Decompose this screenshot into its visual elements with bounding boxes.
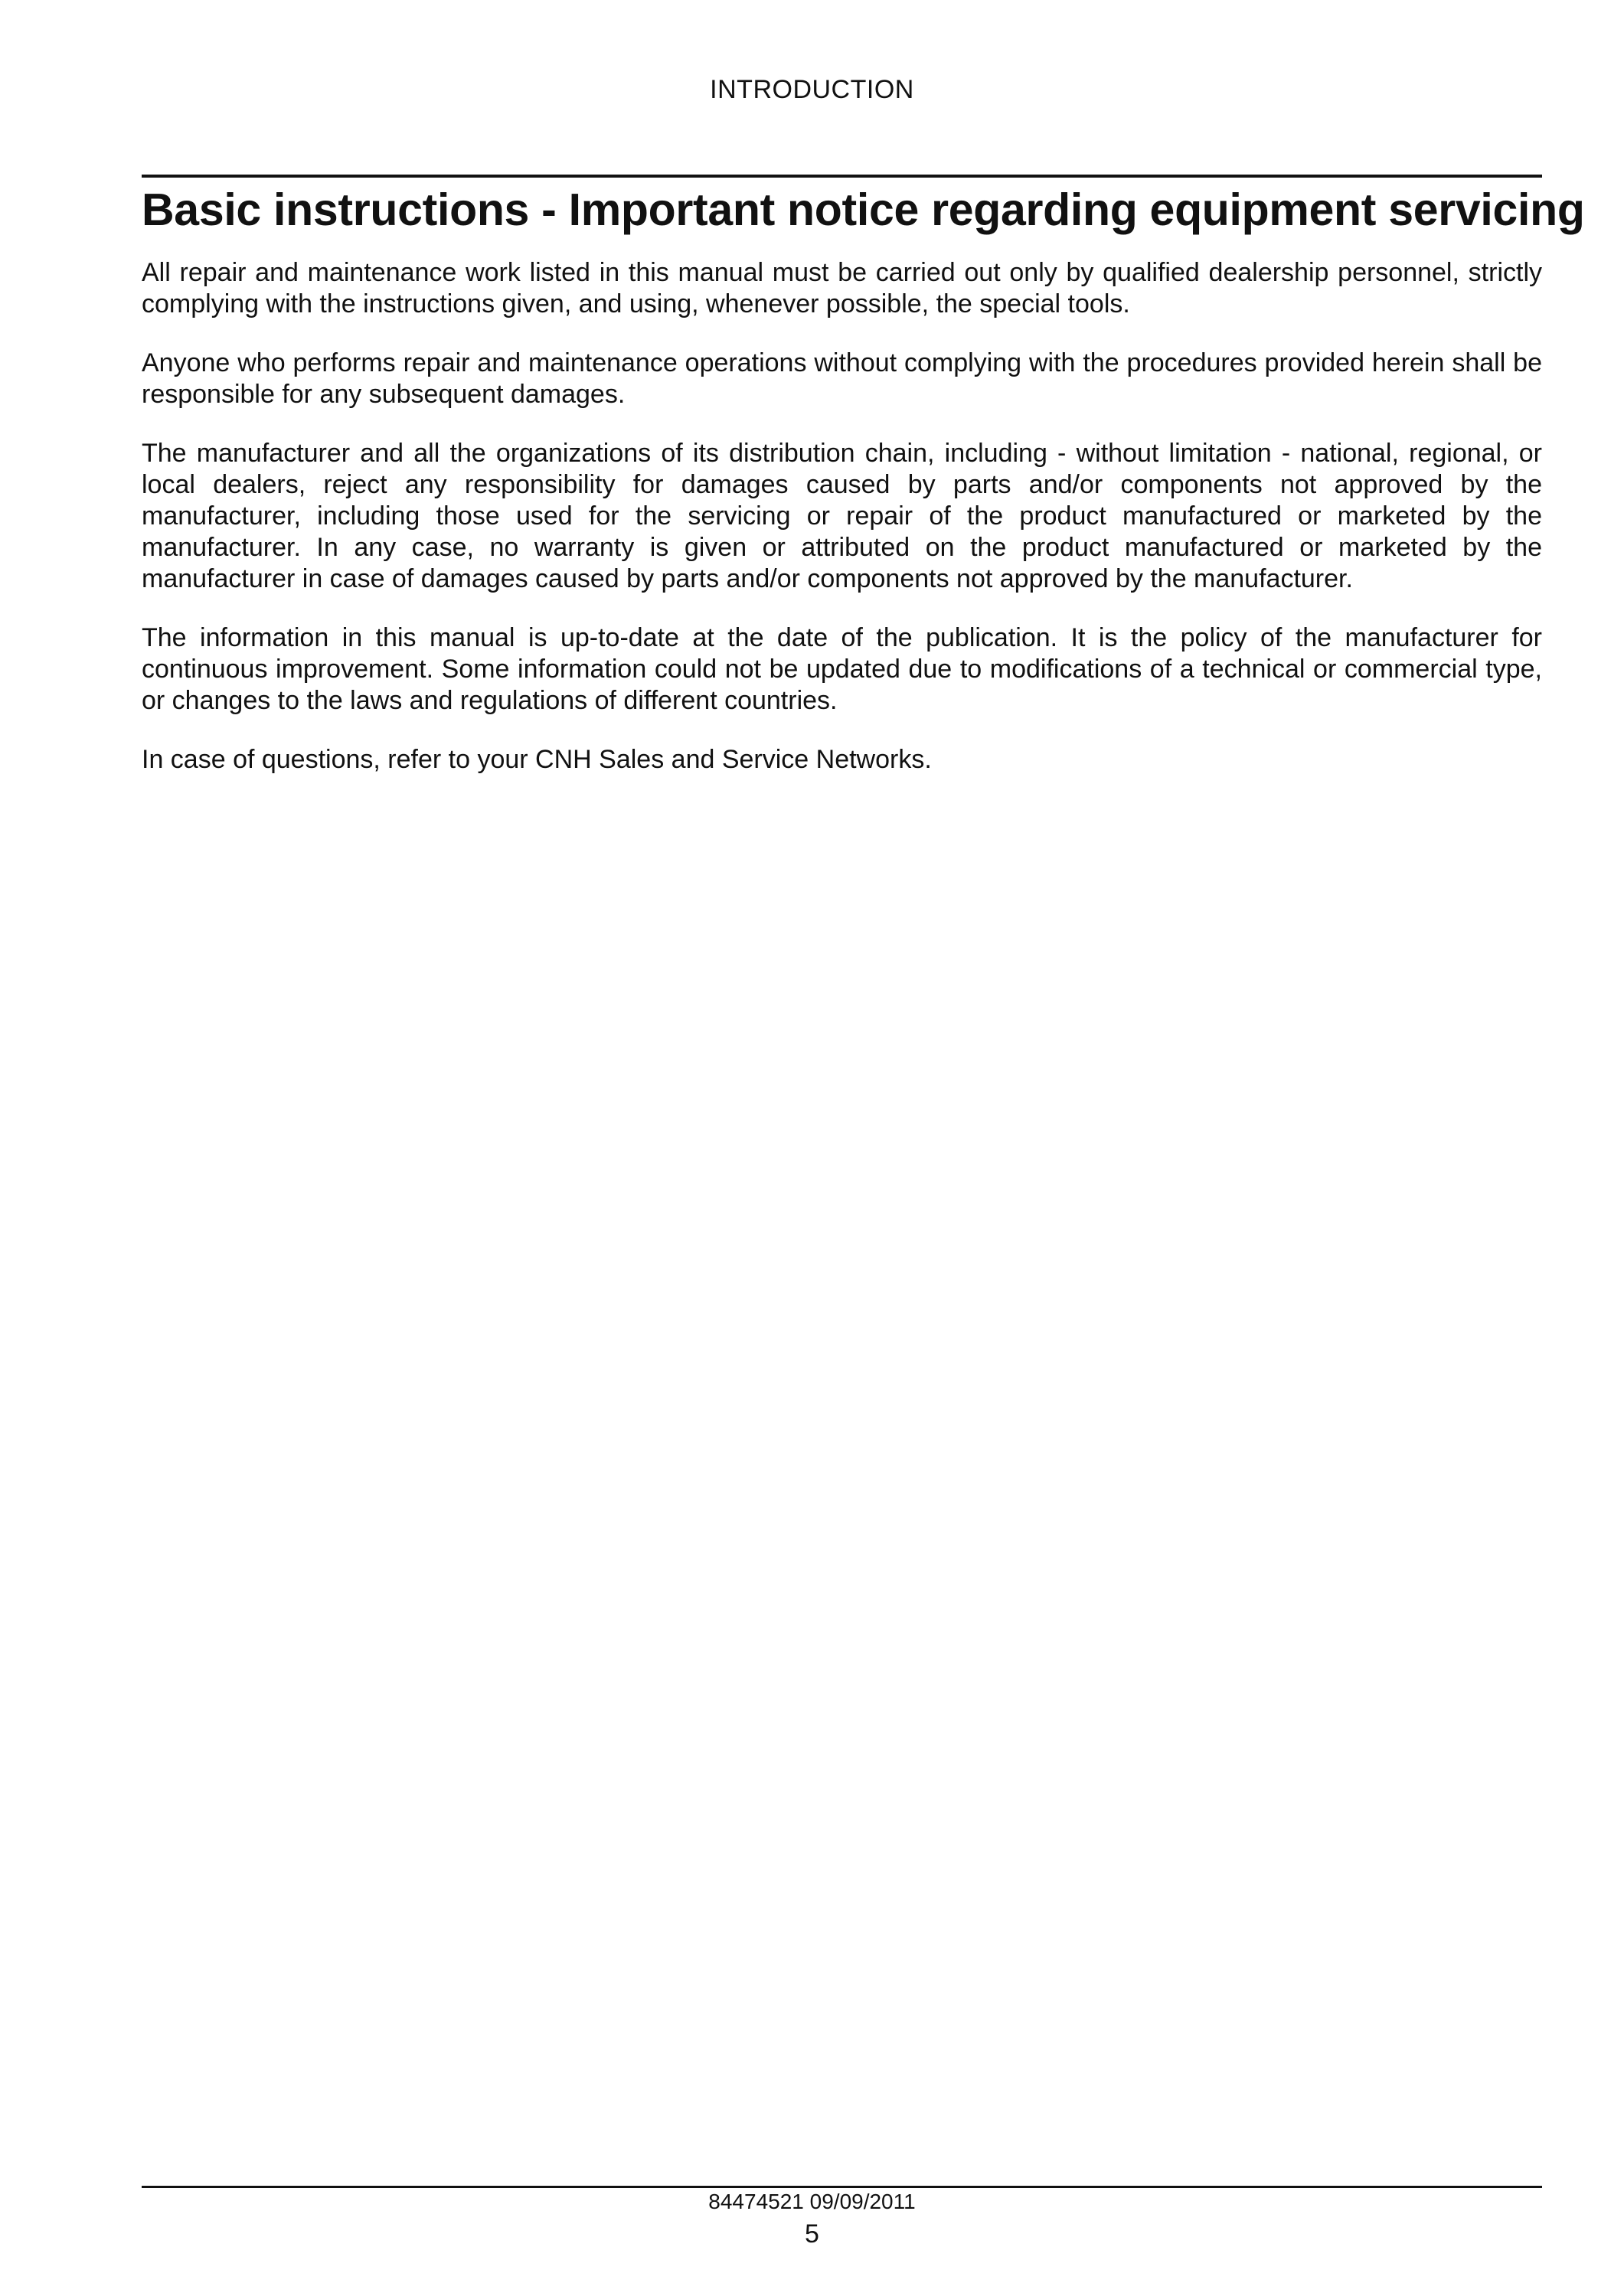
paragraph-manufacturer-disclaimer: The manufacturer and all the organizations of its distribution chain, including - without limitation - national, regional, or local dealers, reject any responsibility for damages caused by parts and/or components not approved by the manufacturer, including those used for the servicing or repair of the product manufactured or marketed by the manufacturer. In any case, no warranty is given or attributed on the product manufactured or marketed by the manufacturer in case of damages caused by parts and/or components not approved by the manufacturer. — [142, 439, 1542, 593]
body-text — [142, 257, 1542, 776]
header-rule — [142, 175, 1542, 178]
running-header: INTRODUCTION — [710, 75, 914, 104]
paragraph-information-updates: The information in this manual is up-to-date at the date of the publication. It is the policy of the manufacturer for continuous improvement. Some information could not be updated due to modifications of a technical or commercial type, or changes to the laws and regulations of different countries. — [142, 623, 1542, 715]
paragraph-contact: In case of questions, refer to your CNH Sales and Service Networks. — [142, 745, 932, 774]
footer-document-id: 84474521 09/09/2011 — [708, 2190, 916, 2213]
paragraph-qualified-personnel: All repair and maintenance work listed in this manual must be carried out only by qualified dealership personnel, strictly complying with the instructions given, and using, whenever possible, the special tools. — [142, 258, 1542, 318]
content-area — [142, 179, 1585, 803]
page-number: 5 — [805, 2219, 819, 2249]
paragraph-responsibility: Anyone who performs repair and maintenance operations without complying with the procedures provided herein shall be responsible for any subsequent damages. — [142, 348, 1542, 409]
footer-rule — [142, 2186, 1542, 2188]
section-title: Basic instructions - Important notice regarding equipment servicing — [142, 185, 1585, 235]
